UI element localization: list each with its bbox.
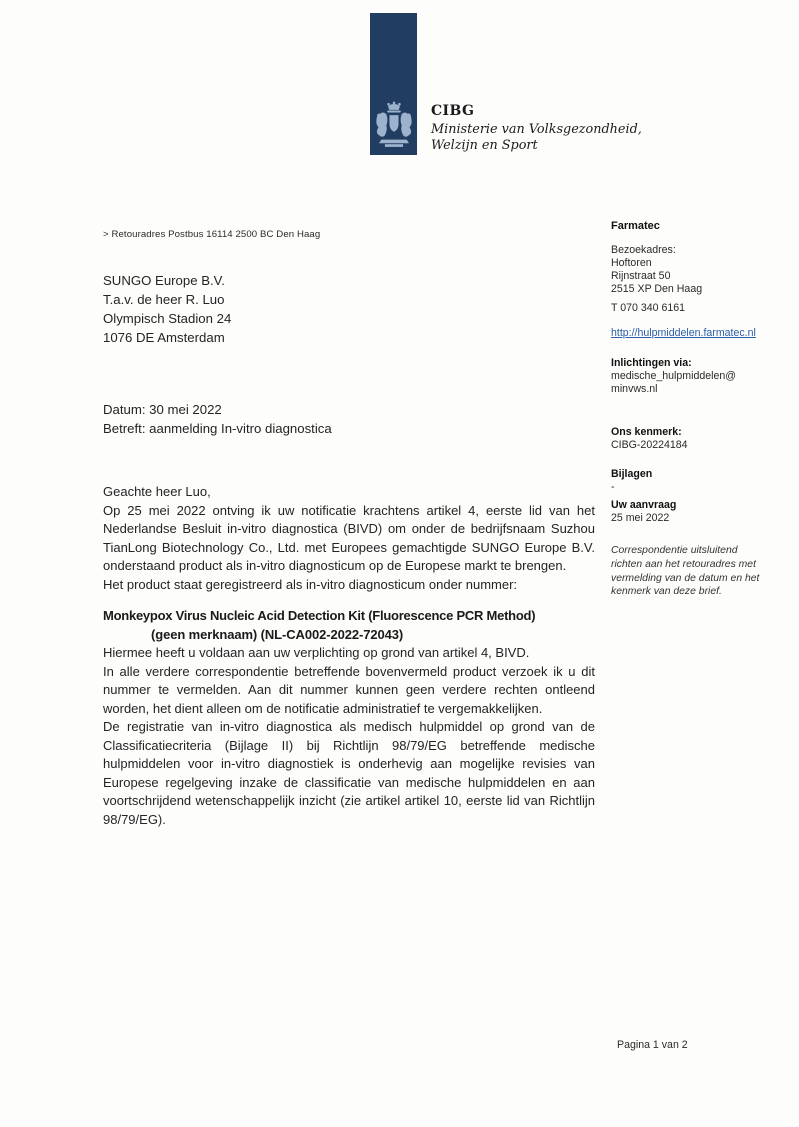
website-link[interactable]: http://hulpmiddelen.farmatec.nl [611, 327, 756, 339]
letter-meta [103, 401, 332, 438]
ministry-name-line1: Ministerie van Volksgezondheid, [431, 121, 642, 137]
reference-value: CIBG-20224184 [611, 439, 688, 451]
reference-block [611, 426, 776, 452]
recipient-address [103, 271, 231, 347]
government-banner [370, 13, 417, 155]
date-line: Datum: 30 mei 2022 [103, 402, 222, 417]
correspondence-note: Correspondentie uitsluitend richten aan het retouradres met vermelding van de datum en het kenmerk van deze brief. [611, 545, 760, 598]
paragraph-correspondence: In alle verdere correspondentie betreffende bovenvermeld product verzoek ik u dit nummer te vermelden. Aan dit nummer kunnen geen verdere rechten ontleend worden, het dient alleen om de notificatie administratief te vergemakkelijken. [103, 663, 595, 716]
letter-body [103, 483, 595, 829]
recipient-city: 1076 DE Amsterdam [103, 330, 225, 345]
contact-email-part2: minvws.nl [611, 383, 658, 395]
recipient-street: Olympisch Stadion 24 [103, 311, 232, 326]
contact-label: Inlichtingen via: [611, 357, 692, 369]
product-name: Monkeypox Virus Nucleic Acid Detection Kit (Fluorescence PCR Method) [103, 608, 536, 623]
visit-address-street: Rijnstraat 50 [611, 270, 671, 282]
paragraph-confirmation: Hiermee heeft u voldaan aan uw verplichting op grond van artikel 4, BIVD. [103, 645, 530, 660]
logo-text [431, 103, 642, 155]
request-label: Uw aanvraag [611, 499, 677, 511]
visit-address-label: Bezoekadres: [611, 244, 676, 256]
org-name: CIBG [431, 103, 475, 119]
recipient-attn: T.a.v. de heer R. Luo [103, 292, 225, 307]
salutation: Geachte heer Luo, [103, 484, 211, 499]
visit-address [611, 244, 776, 296]
contact-info [611, 357, 776, 396]
return-address: > Retouradres Postbus 16114 2500 BC Den Haag [103, 229, 321, 240]
page-number: Pagina 1 van 2 [617, 1039, 688, 1051]
recipient-company: SUNGO Europe B.V. [103, 273, 225, 288]
visit-address-city: 2515 XP Den Haag [611, 283, 703, 295]
subject-line: Betreft: aanmelding In-vitro diagnostica [103, 420, 332, 436]
paragraph-intro: Het product staat geregistreerd als in-vitro diagnosticum onder nummer: [103, 576, 518, 592]
paragraph-registration: De registratie van in-vitro diagnostica als medisch hulpmiddel op grond van de Classificatiecriteria (Bijlage II) bij Richtlijn 98/79/EG betreffende medische hulpmiddelen voor in-vitro diagnostiek is onderhevig aan mogelijke revisies van Europese regelgeving inzake de classificatie van medische hulpmiddelen en aan voortschrijdend wetenschappelijk inzicht (zie artikel artikel 10, eerste lid van Richtlijn 98/79/EG). [103, 719, 595, 827]
request-block [611, 499, 776, 525]
request-value: 25 mei 2022 [611, 512, 670, 524]
paragraph-notification: Op 25 mei 2022 ontving ik uw notificatie krachtens artikel 4, eerste lid van het Nederlandse Besluit in-vitro diagnostica (BIVD) om onder de bedrijfsnaam Suzhou TianLong Biotechnology Co., Ltd. met Europees gemachtigde SUNGO Europe B.V. onderstaand product als in-vitro diagnosticum op de Europese markt te brengen. [103, 502, 595, 573]
attachments-value: - [611, 481, 615, 493]
attachments-label: Bijlagen [611, 468, 653, 480]
phone-number: T 070 340 6161 [611, 302, 686, 314]
product-brand-number: (geen merknaam) (NL-CA002-2022-72043) [151, 626, 404, 642]
visit-address-building: Hoftoren [611, 257, 652, 269]
product-registration [103, 607, 595, 644]
reference-label: Ons kenmerk: [611, 426, 682, 438]
department-name: Farmatec [611, 220, 660, 232]
attachments-block [611, 468, 776, 494]
contact-email-part1: medische_hulpmiddelen@ [611, 370, 737, 382]
sidebar [611, 220, 776, 599]
dutch-coat-of-arms-icon [374, 100, 414, 152]
ministry-name-line2: Welzijn en Sport [431, 138, 538, 153]
